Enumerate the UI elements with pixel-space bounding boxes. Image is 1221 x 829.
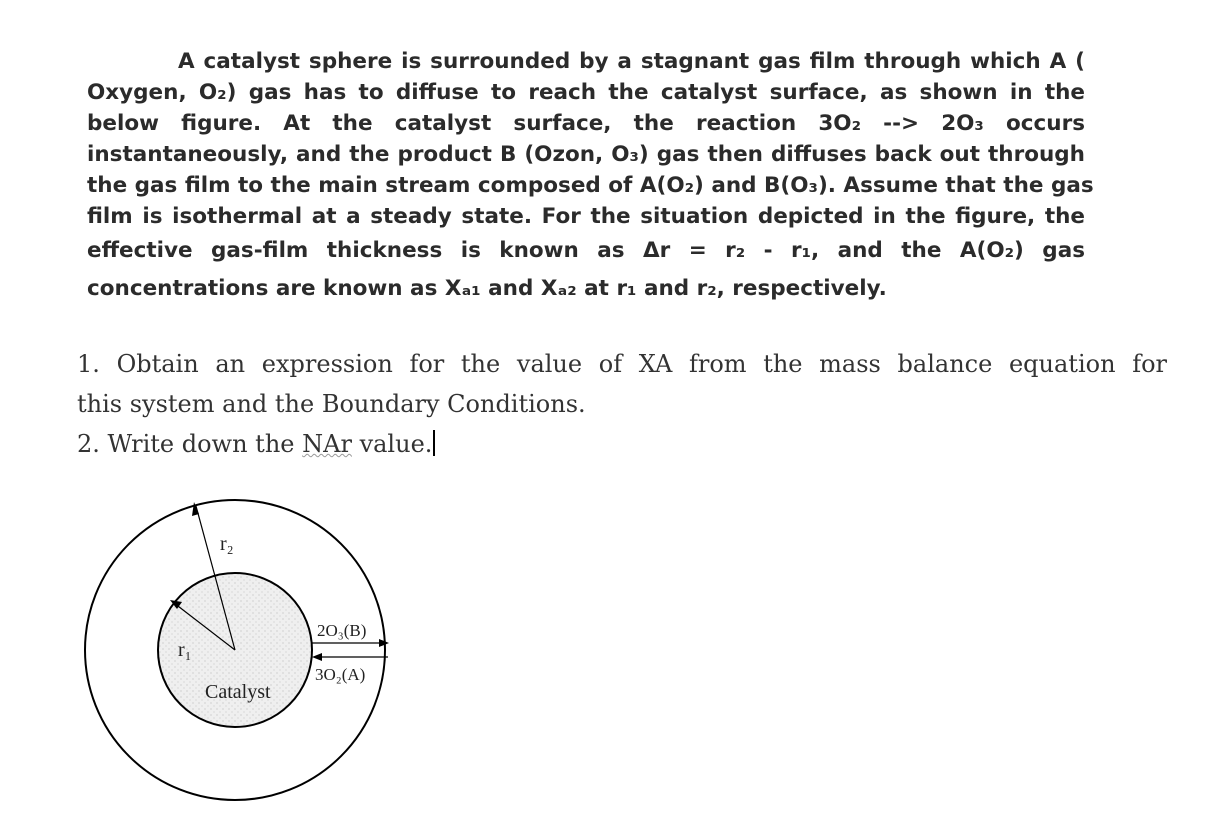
question-2-suffix: value. [351, 430, 433, 458]
question-1-line-1[interactable]: 1. Obtain an expression for the value of XA from the mass balance equation for [77, 350, 1167, 378]
label-reactant: 3O₂(A) [315, 665, 366, 684]
label-catalyst: Catalyst [205, 681, 271, 703]
label-product: 2O₃(B) [317, 621, 367, 640]
question-1-line-2[interactable]: this system and the Boundary Conditions. [77, 390, 586, 418]
problem-line-5: the gas film to the main stream composed of A(O₂) and B(O₃). Assume that the gas [87, 173, 1094, 198]
label-r1: r₁ [178, 639, 192, 661]
spellcheck-term: NAr [302, 430, 352, 458]
problem-line-1: A catalyst sphere is surrounded by a stagnant gas film through which A ( [178, 49, 1085, 74]
problem-line-2: Oxygen, O₂) gas has to diffuse to reach the catalyst surface, as shown in the [87, 80, 1085, 105]
problem-line-4: instantaneously, and the product B (Ozon, O₃) gas then diffuses back out through [87, 142, 1085, 167]
problem-line-8: concentrations are known as Xₐ₁ and Xₐ₂ at r₁ and r₂, respectively. [87, 276, 887, 301]
problem-line-7: effective gas-film thickness is known as Δr = r₂ - r₁, and the A(O₂) gas [87, 238, 1085, 263]
question-2-prefix: 2. Write down the [77, 430, 303, 458]
label-r2: r₂ [220, 533, 234, 555]
problem-line-3: below figure. At the catalyst surface, the reaction 3O₂ --> 2O₃ occurs [87, 111, 1085, 136]
problem-line-6: film is isothermal at a steady state. For the situation depicted in the figure, the [87, 204, 1085, 229]
